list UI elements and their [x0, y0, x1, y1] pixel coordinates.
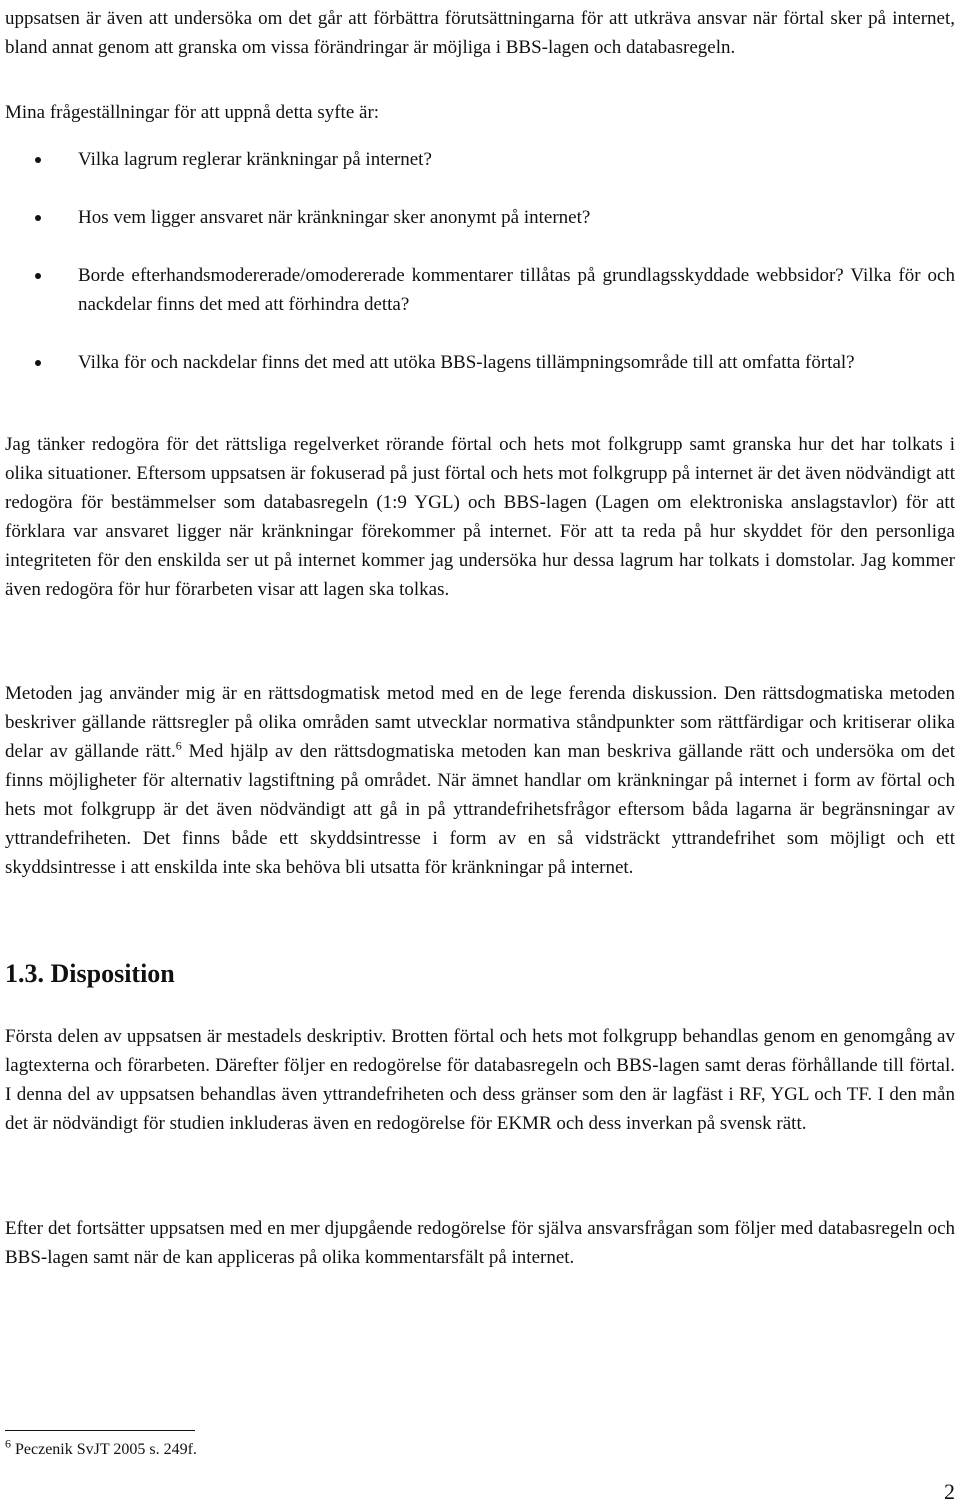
bullet-icon [35, 360, 41, 366]
footnote: $^6$ Peczenik SvJT 2005 s. 249f. [5, 1436, 197, 1458]
list-item: Vilka lagrum reglerar kränkningar på internet? [5, 145, 955, 174]
questions-lead: Mina frågeställningar för att uppnå detta syfte är: [5, 102, 380, 123]
bullet-icon [35, 273, 41, 279]
body-paragraph-disposition: Första delen av uppsatsen är mestadels deskriptiv. Brotten förtal och hets mot folkgrupp behandlas genom en genomgång av lagtexterna och förarbeten. Därefter följer en redogörelse för databasregeln och BBS-lagen samt deras förhållande till förtal. I denna del av uppsatsen behandlas även yttrandefriheten och dess gränser som den är lagfäst i RF, YGL och TF. I den mån det är nödvändigt för studien inkluderas även en redogörelse för EKMR och dess inverkan på svensk rätt. [5, 1026, 955, 1134]
list-item: Hos vem ligger ansvaret när kränkningar sker anonymt på internet? [5, 203, 955, 232]
body-paragraph-regelverk: Jag tänker redogöra för det rättsliga regelverket rörande förtal och hets mot folkgrupp samt granska hur det har tolkats i olika situationer. Eftersom uppsatsen är fokuserad på just förtal och hets mot folkgrupp på internet är det även nödvändigt att redogöra för bestämmelser som databasregeln (1:9 YGL) och BBS-lagen (Lagen om elektroniska anslagstavlor) för att förklara var ansvaret ligger när kränkningar förekommer på internet. För att ta reda på hur skyddet för den personliga integriteten för den enskilda ser ut på internet kommer jag undersöka hur dessa lagrum har tolkats i domstolar. Jag kommer även redogöra för hur förarbeten visar att lagen ska tolkas. [5, 434, 955, 600]
bullet-icon [35, 157, 41, 163]
footnote-reference[interactable]: 6 [175, 738, 182, 753]
bullet-icon [35, 215, 41, 221]
list-item: Vilka för och nackdelar finns det med att utöka BBS-lagens tillämpningsområde till att omfatta förtal? [5, 348, 955, 377]
body-paragraph-ansvarsfragan: Efter det fortsätter uppsatsen med en mer djupgående redogörelse för själva ansvarsfrågan som följer med databasregeln och BBS-lagen samt när de kan appliceras på olika kommentarsfält på internet. [5, 1218, 955, 1268]
page-number: 2 [944, 1479, 955, 1504]
questions-list [5, 145, 955, 406]
list-item: Borde efterhandsmodererade/omodererade kommentarer tillåtas på grundlagsskyddade webbsidor? Vilka för och nackdelar finns det med att förhindra detta? [5, 261, 955, 319]
intro-paragraph: uppsatsen är även att undersöka om det går att förbättra förutsättningarna för att utkräva ansvar när förtal sker på internet, bland annat genom att granska om vissa förändringar är möjliga i BBS-lagen och databasregeln. [5, 8, 955, 58]
section-heading: 1.3. Disposition [5, 959, 175, 988]
body-paragraph-metod: Metoden jag använder mig är en rättsdogmatisk metod med en de lege ferenda diskussion. Den rättsdogmatiska metoden beskriver gällande rättsregler på olika områden samt utvecklar normativa ståndpunkter som rättfärdigar och kritiserar olika delar av gällande rätt.$^6$ Med hjälp av den rättsdogmatiska metoden kan man beskriva gällande rätt och undersöka om det finns möjligheter för alternativ lagstiftning på området. När ämnet handlar om kränkningar på internet i form av förtal och hets mot folkgrupp är det även nödvändigt att gå in på yttrandefrihetsfrågor eftersom båda lagarna är begränsningar av yttrandefriheten. Det finns både ett skyddsintresse i form av en så vidsträckt yttrandefrihet som möjligt och ett skyddsintresse i att enskilda inte ska behöva bli utsatta för kränkningar på internet. [5, 683, 955, 878]
footnote-number: 6 [5, 1436, 11, 1451]
footnote-divider [5, 1430, 195, 1431]
